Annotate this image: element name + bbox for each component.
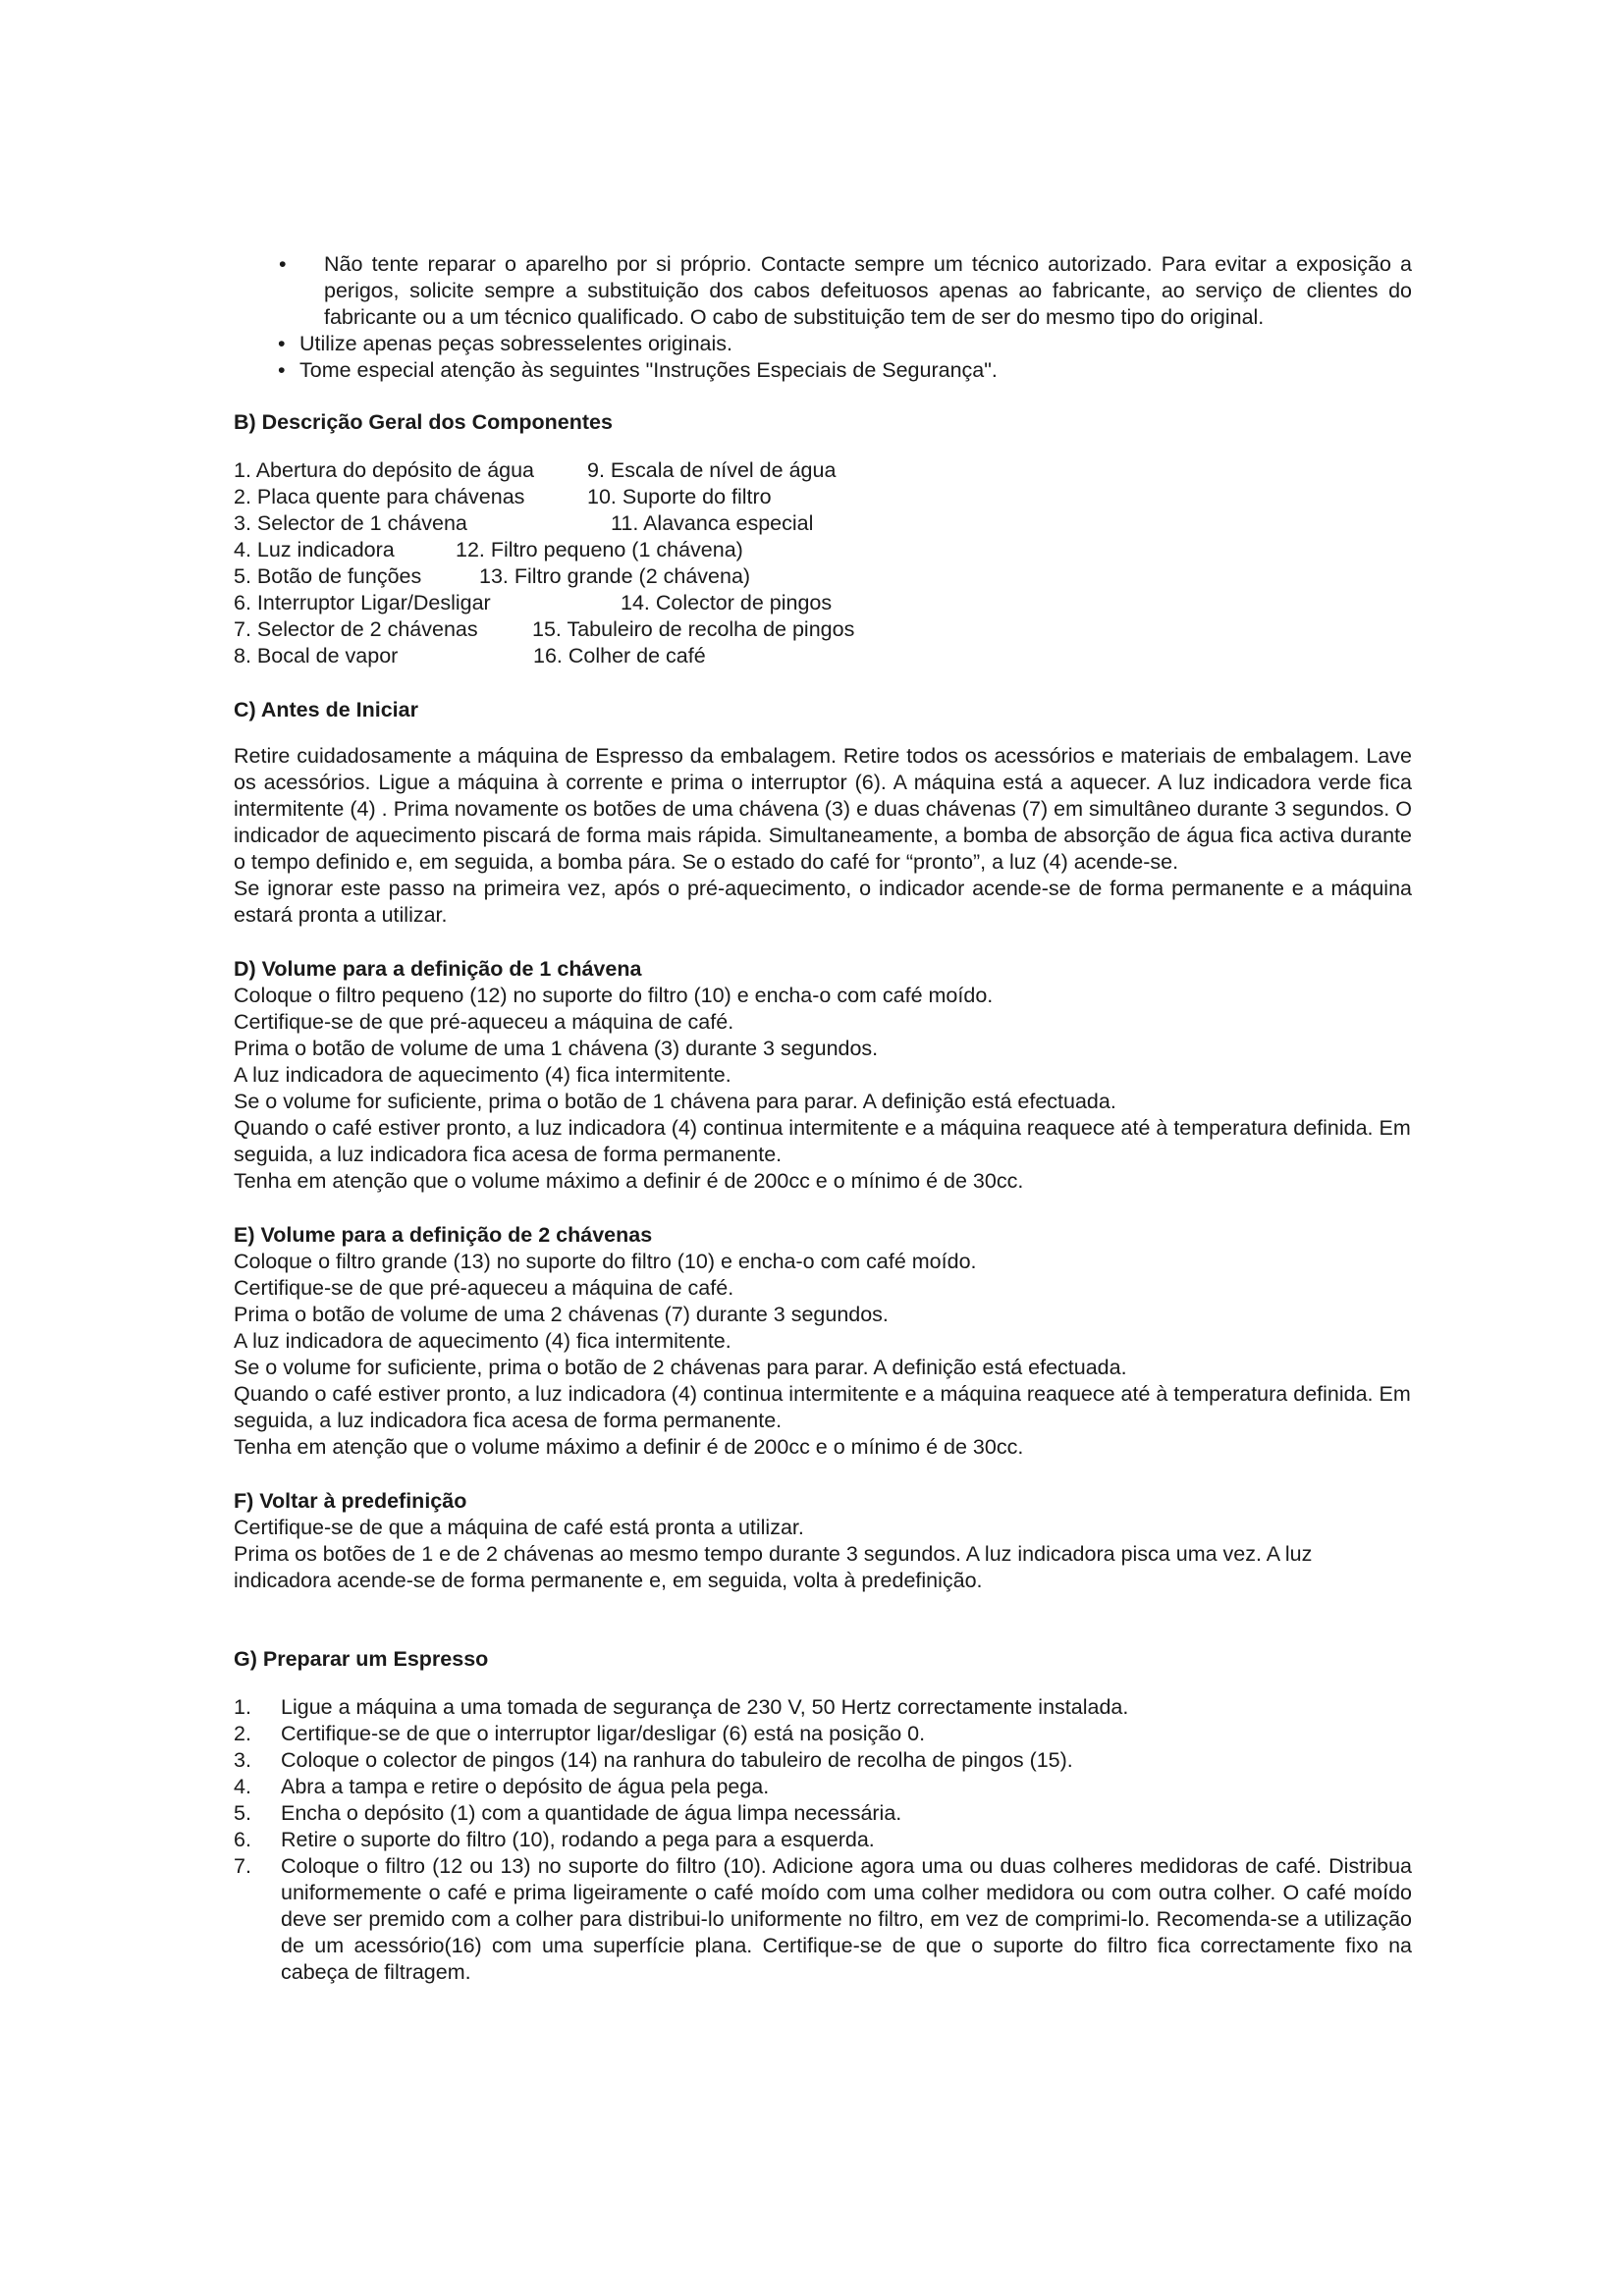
manual-page — [234, 251, 1412, 1986]
section-d-line: A luz indicadora de aquecimento (4) fica intermitente. — [234, 1063, 731, 1087]
safety-bullet-text: Utilize apenas peças sobresselentes originais. — [299, 332, 732, 355]
section-d-line: Coloque o filtro pequeno (12) no suporte do filtro (10) e encha-o com café moído. — [234, 984, 994, 1007]
step-number: 7. — [234, 1854, 251, 1878]
section-d-body — [234, 983, 1412, 1195]
component-left: 1. Abertura do depósito de água — [234, 458, 535, 482]
section-e-line: Se o volume for suficiente, prima o botão de 2 chávenas para parar. A definição está efectuada. — [234, 1356, 1127, 1379]
component-row — [234, 457, 1412, 484]
component-right: 11. Alavanca especial — [611, 511, 814, 535]
step-text: Coloque o filtro (12 ou 13) no suporte do filtro (10). Adicione agora uma ou duas colheres medidoras de café. Distribua uniformemente o café e prima ligeiramente o café moído com uma colher medidora ou com outra colher. O café moído deve ser premido com a colher para distribui-lo uniformente no filtro, em vez de comprimi-lo. Recomenda-se a utilização de um acessório(16) com uma superfície plana. Certifique-se de que o suporte do filtro fica correctamente fixo na cabeça de filtragem. — [281, 1854, 1412, 1984]
step-number: 3. — [234, 1748, 251, 1772]
section-e-line: Coloque o filtro grande (13) no suporte do filtro (10) e encha-o com café moído. — [234, 1250, 977, 1273]
component-right: 14. Colector de pingos — [621, 591, 833, 614]
step-item — [234, 1774, 1412, 1800]
component-left: 4. Luz indicadora — [234, 538, 395, 561]
section-f-line: Certifique-se de que a máquina de café está pronta a utilizar. — [234, 1516, 804, 1539]
component-right: 13. Filtro grande (2 chávena) — [479, 564, 751, 588]
safety-bullet-text: Tome especial atenção às seguintes "Instruções Especiais de Segurança". — [299, 358, 998, 382]
section-e-line: Certifique-se de que pré-aqueceu a máquina de café. — [234, 1276, 734, 1300]
section-d-line: Prima o botão de volume de uma 1 chávena (3) durante 3 segundos. — [234, 1037, 879, 1060]
section-c-heading: C) Antes de Iniciar — [234, 698, 418, 721]
components-list — [234, 457, 1412, 669]
step-text: Retire o suporte do filtro (10), rodando a pega para a esquerda. — [281, 1828, 875, 1851]
component-right: 15. Tabuleiro de recolha de pingos — [532, 617, 855, 641]
espresso-steps-list — [234, 1694, 1412, 1986]
section-g-heading: G) Preparar um Espresso — [234, 1647, 489, 1671]
safety-bullet-item — [234, 331, 1412, 357]
section-b-heading: B) Descrição Geral dos Componentes — [234, 410, 613, 434]
component-right: 16. Colher de café — [533, 644, 706, 667]
component-left: 6. Interruptor Ligar/Desligar — [234, 591, 491, 614]
component-row — [234, 537, 1412, 563]
step-item — [234, 1853, 1412, 1986]
step-text: Abra a tampa e retire o depósito de água pela pega. — [281, 1775, 770, 1798]
section-f-heading: F) Voltar à predefinição — [234, 1489, 467, 1513]
step-number: 6. — [234, 1828, 251, 1851]
safety-bullet-item — [234, 251, 1412, 331]
step-item — [234, 1800, 1412, 1827]
bullet-dot: • — [279, 252, 287, 276]
step-item — [234, 1694, 1412, 1721]
component-left: 2. Placa quente para chávenas — [234, 485, 525, 508]
section-f-line: Prima os botões de 1 e de 2 chávenas ao mesmo tempo durante 3 segundos. A luz indicadora pisca uma vez. A luz indicadora acende-se de forma permanente e, em seguida, volta à predefinição. — [234, 1542, 1313, 1592]
safety-bullet-list — [234, 251, 1412, 384]
section-e-heading: E) Volume para a definição de 2 chávenas — [234, 1223, 653, 1247]
component-row — [234, 590, 1412, 616]
section-e-line: Quando o café estiver pronto, a luz indicadora (4) continua intermitente e a máquina reaquece até à temperatura definida. Em seguida, a luz indicadora fica acesa de forma permanente. — [234, 1382, 1411, 1432]
bullet-dot: • — [278, 332, 286, 355]
section-d-line: Quando o café estiver pronto, a luz indicadora (4) continua intermitente e a máquina reaquece até à temperatura definida. Em seguida, a luz indicadora fica acesa de forma permanente. — [234, 1116, 1411, 1166]
section-e-body — [234, 1249, 1412, 1461]
section-e-line: A luz indicadora de aquecimento (4) fica intermitente. — [234, 1329, 731, 1353]
component-row — [234, 643, 1412, 669]
component-left: 5. Botão de funções — [234, 564, 422, 588]
component-right: 10. Suporte do filtro — [587, 485, 772, 508]
step-number: 1. — [234, 1695, 251, 1719]
component-row — [234, 616, 1412, 643]
section-d-line: Tenha em atenção que o volume máximo a definir é de 200cc e o mínimo é de 30cc. — [234, 1169, 1024, 1193]
section-c-paragraph: Retire cuidadosamente a máquina de Espresso da embalagem. Retire todos os acessórios e materiais de embalagem. Lave os acessórios. Ligue a máquina à corrente e prima o interruptor (6). A máquina está a aquecer. A luz indicadora verde fica intermitente (4) . Prima novamente os botões de uma chávena (3) e duas chávenas (7) em simultâneo durante 3 segundos. O indicador de aquecimento piscará de forma mais rápida. Simultaneamente, a bomba de absorção de água fica activa durante o tempo definido e, em seguida, a bomba pára. Se o estado do café for “pronto”, a luz (4) acende-se. — [234, 744, 1412, 874]
component-left: 8. Bocal de vapor — [234, 644, 399, 667]
step-text: Encha o depósito (1) com a quantidade de água limpa necessária. — [281, 1801, 902, 1825]
step-item — [234, 1827, 1412, 1853]
step-item — [234, 1747, 1412, 1774]
component-right: 9. Escala de nível de água — [587, 458, 837, 482]
step-number: 5. — [234, 1801, 251, 1825]
section-d-heading: D) Volume para a definição de 1 chávena — [234, 957, 642, 981]
component-left: 3. Selector de 1 chávena — [234, 511, 467, 535]
bullet-dot: • — [278, 358, 286, 382]
section-d-line: Se o volume for suficiente, prima o botão de 1 chávena para parar. A definição está efectuada. — [234, 1090, 1116, 1113]
component-row — [234, 484, 1412, 510]
section-e-line: Prima o botão de volume de uma 2 chávenas (7) durante 3 segundos. — [234, 1303, 889, 1326]
component-left: 7. Selector de 2 chávenas — [234, 617, 478, 641]
safety-bullet-item — [234, 357, 1412, 384]
section-e-line: Tenha em atenção que o volume máximo a definir é de 200cc e o mínimo é de 30cc. — [234, 1435, 1024, 1459]
step-text: Ligue a máquina a uma tomada de segurança de 230 V, 50 Hertz correctamente instalada. — [281, 1695, 1129, 1719]
step-text: Certifique-se de que o interruptor ligar/desligar (6) está na posição 0. — [281, 1722, 926, 1745]
section-c-paragraph: Se ignorar este passo na primeira vez, após o pré-aquecimento, o indicador acende-se de forma permanente e a máquina estará pronta a utilizar. — [234, 877, 1412, 927]
step-item — [234, 1721, 1412, 1747]
component-row — [234, 563, 1412, 590]
component-right: 12. Filtro pequeno (1 chávena) — [456, 538, 743, 561]
step-text: Coloque o colector de pingos (14) na ranhura do tabuleiro de recolha de pingos (15). — [281, 1748, 1073, 1772]
component-row — [234, 510, 1412, 537]
step-number: 2. — [234, 1722, 251, 1745]
step-number: 4. — [234, 1775, 251, 1798]
safety-bullet-text: Não tente reparar o aparelho por si próprio. Contacte sempre um técnico autorizado. Para evitar a exposição a perigos, solicite sempre a substituição dos cabos defeituosos apenas ao fabricante, ao serviço de clientes do fabricante ou a um técnico qualificado. O cabo de substituição tem de ser do mesmo tipo do original. — [324, 252, 1412, 329]
section-d-line: Certifique-se de que pré-aqueceu a máquina de café. — [234, 1010, 734, 1034]
section-f-body — [234, 1515, 1412, 1594]
